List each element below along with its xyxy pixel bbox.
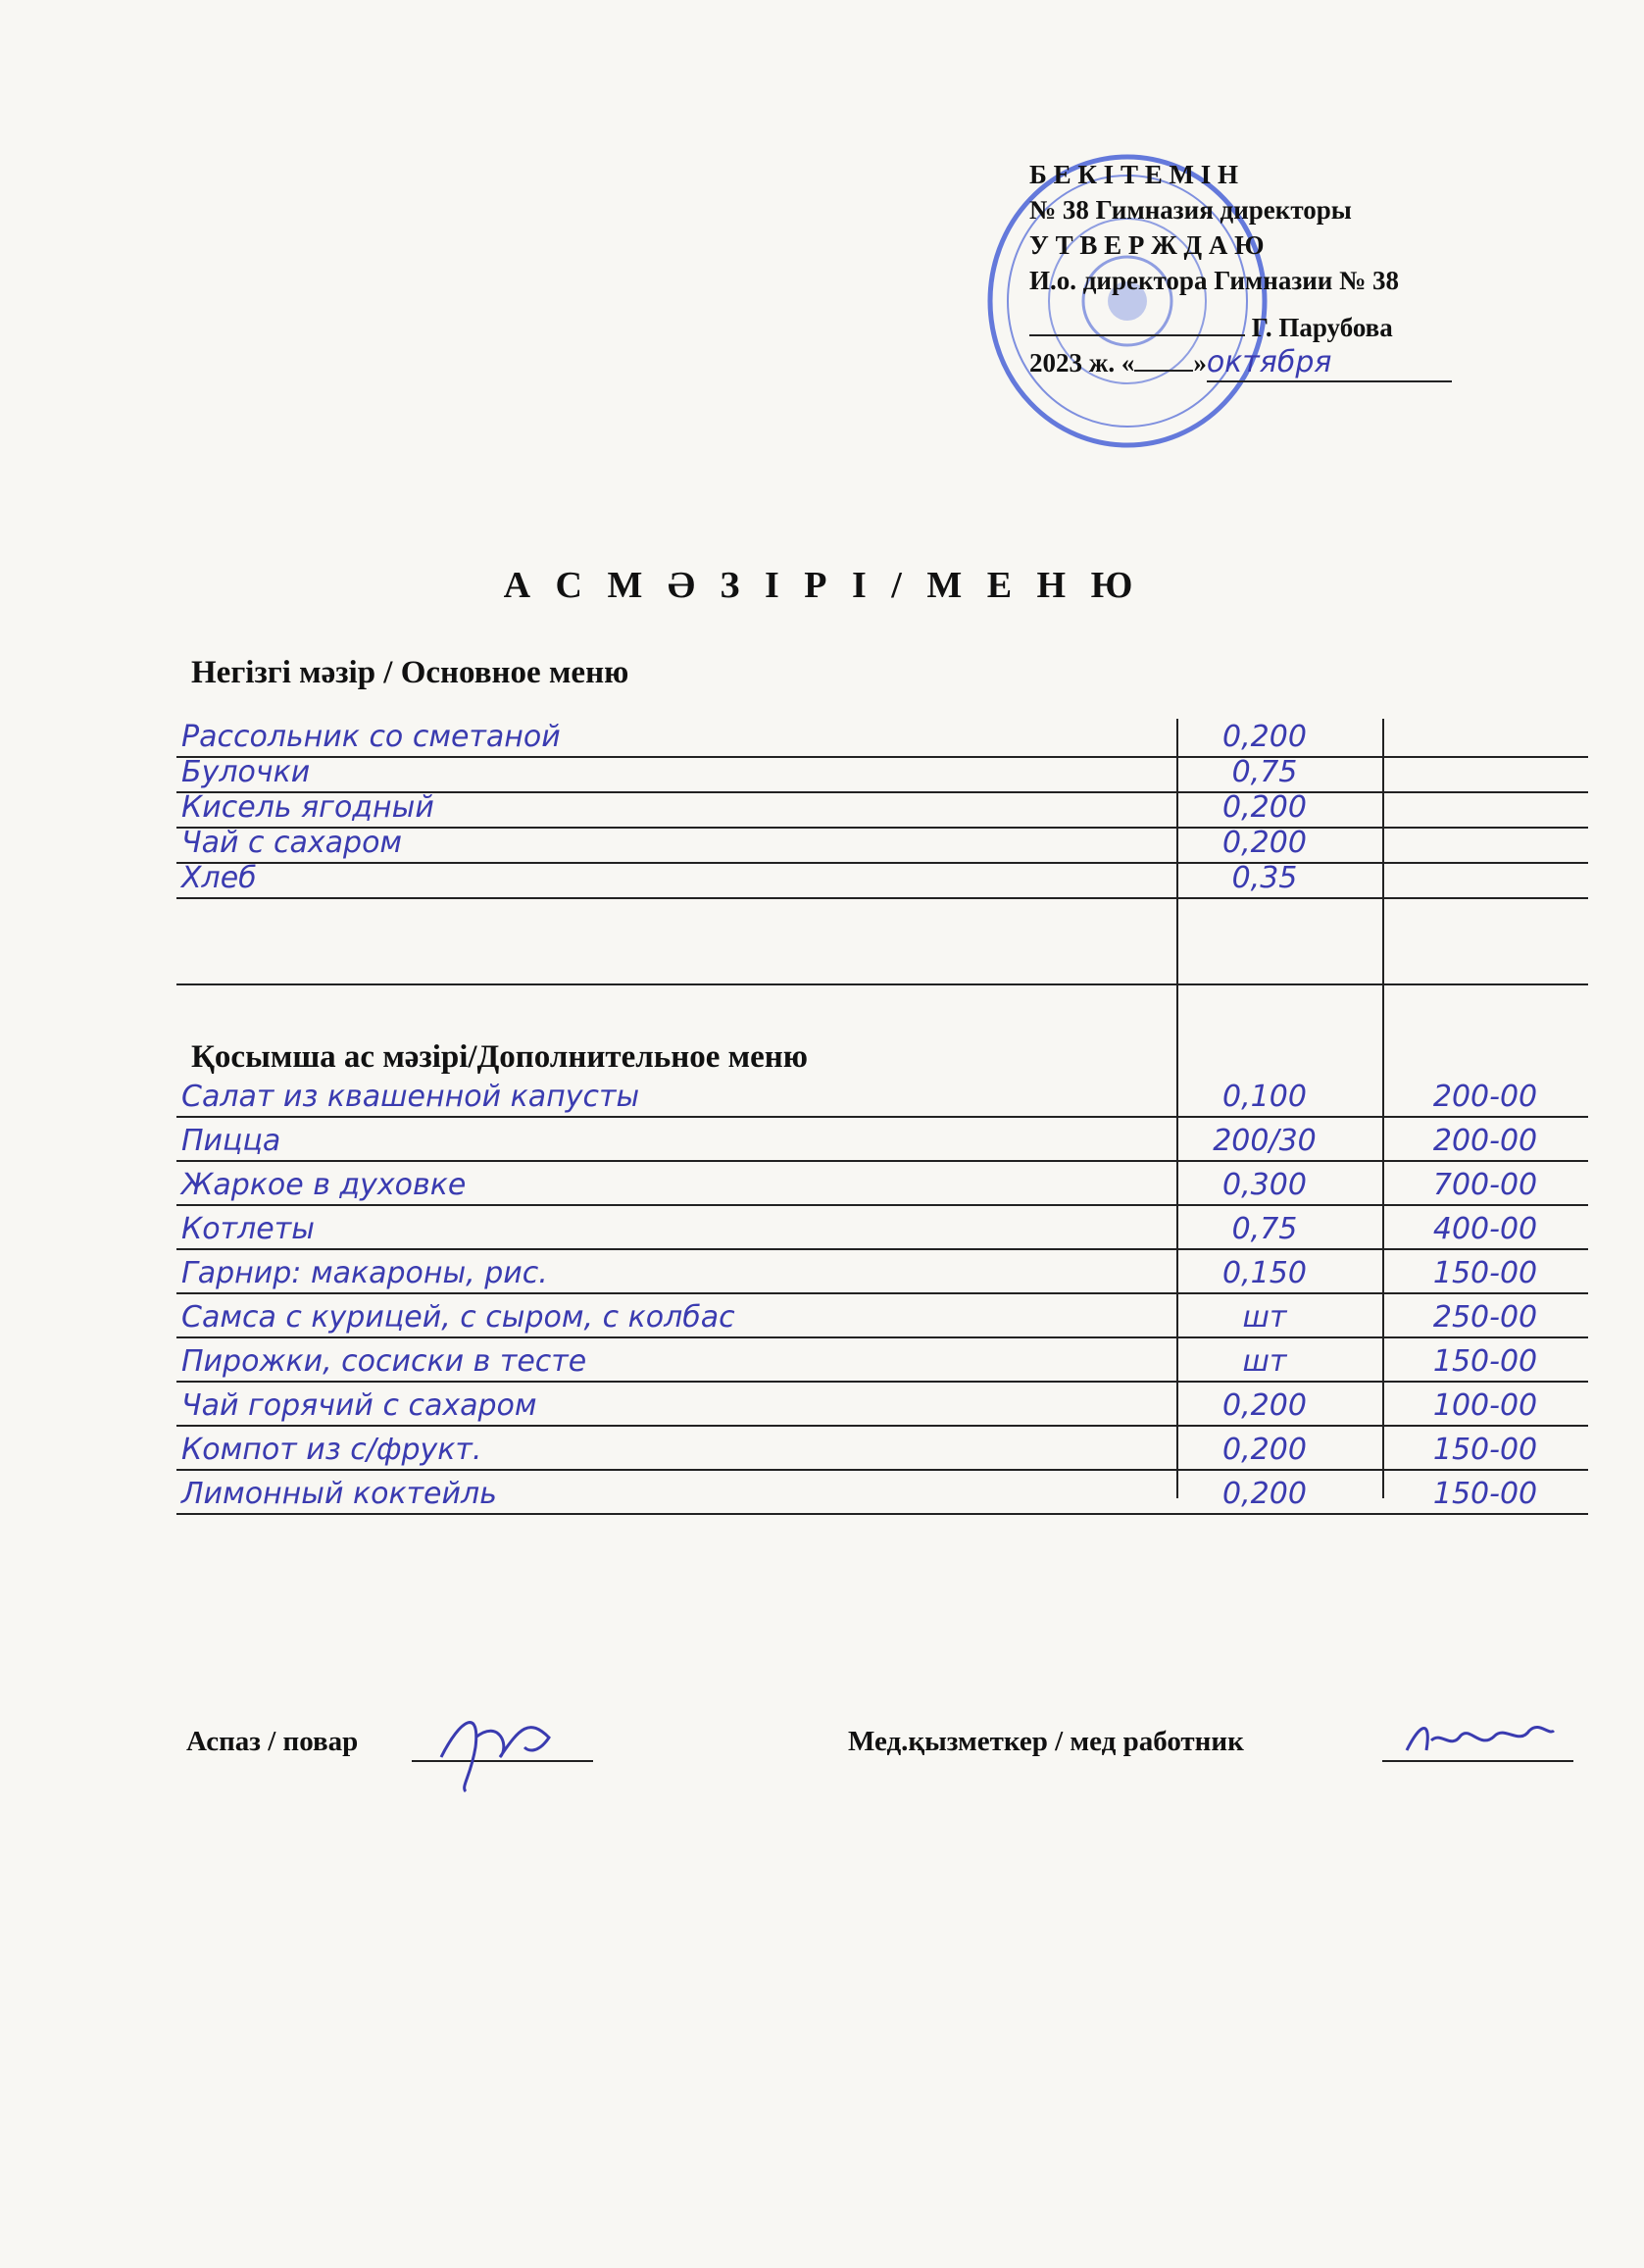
row-underline xyxy=(176,1381,1588,1383)
row-underline xyxy=(176,1469,1588,1471)
item-price: 150-00 xyxy=(1432,1433,1538,1467)
item-name: Рассольник со сметаной xyxy=(181,720,561,754)
approval-date-mid: » xyxy=(1193,348,1207,378)
date-day-blank xyxy=(1134,348,1193,372)
main-menu-heading: Негізгі мәзір / Основное меню xyxy=(191,655,629,690)
cook-signature-scribble xyxy=(431,1698,578,1796)
approval-block xyxy=(1029,157,1608,382)
director-signature-blank xyxy=(1029,311,1245,336)
item-quantity: шт xyxy=(1242,1300,1287,1335)
cook-signature xyxy=(431,1698,578,1806)
approval-line-2: № 38 Гимназия директоры xyxy=(1029,195,1352,225)
item-quantity: 0,200 xyxy=(1222,1477,1307,1511)
item-price: 400-00 xyxy=(1432,1212,1538,1246)
approval-date-month: октября xyxy=(1207,345,1452,382)
item-quantity: шт xyxy=(1242,1344,1287,1379)
extra-menu-heading: Қосымша ас мәзірі/Дополнительное меню xyxy=(191,1039,808,1075)
row-underline xyxy=(176,1116,1588,1118)
table-row xyxy=(176,1476,1588,1515)
item-quantity: 0,150 xyxy=(1222,1256,1307,1290)
item-quantity: 0,35 xyxy=(1231,861,1298,895)
item-quantity: 0,200 xyxy=(1222,720,1307,754)
table-row xyxy=(176,1167,1588,1206)
item-quantity: 0,100 xyxy=(1222,1080,1307,1114)
item-price: 700-00 xyxy=(1432,1168,1538,1202)
row-underline xyxy=(176,1248,1588,1250)
item-name: Кисель ягодный xyxy=(181,790,434,825)
item-name: Пицца xyxy=(181,1124,281,1158)
item-name: Пирожки, сосиски в тесте xyxy=(181,1344,587,1379)
approval-signer: Г. Парубова xyxy=(1251,313,1393,342)
row-underline xyxy=(176,897,1588,899)
approval-line-1: Б Е К І Т Е М І Н xyxy=(1029,160,1238,189)
row-underline xyxy=(176,1336,1588,1338)
approval-line-4: И.о. директора Гимназии № 38 xyxy=(1029,266,1399,295)
item-name: Чай с сахаром xyxy=(181,826,403,860)
item-quantity: 0,200 xyxy=(1222,790,1307,825)
item-quantity: 200/30 xyxy=(1213,1124,1317,1158)
item-name: Жаркое в духовке xyxy=(181,1168,467,1202)
item-price: 150-00 xyxy=(1432,1344,1538,1379)
item-name: Котлеты xyxy=(181,1212,315,1246)
item-quantity: 0,300 xyxy=(1222,1168,1307,1202)
table-row xyxy=(176,1255,1588,1294)
table-row xyxy=(176,825,1588,864)
row-underline xyxy=(176,1204,1588,1206)
item-price: 200-00 xyxy=(1432,1124,1538,1158)
row-underline xyxy=(176,1292,1588,1294)
medic-label: Мед.қызметкер / мед работник xyxy=(848,1726,1244,1757)
medic-signature-scribble xyxy=(1402,1711,1559,1760)
item-name: Салат из квашенной капусты xyxy=(181,1080,640,1114)
item-name: Самса с курицей, с сыром, с колбас xyxy=(181,1300,735,1335)
item-name: Чай горячий с сахаром xyxy=(181,1388,537,1423)
row-underline xyxy=(176,1513,1588,1515)
item-name: Лимонный коктейль xyxy=(181,1477,497,1511)
item-quantity: 0,200 xyxy=(1222,1388,1307,1423)
item-quantity: 0,200 xyxy=(1222,826,1307,860)
table-row xyxy=(176,1211,1588,1250)
approval-signer-line xyxy=(1029,310,1608,345)
approval-date-line xyxy=(1029,345,1608,382)
item-price: 250-00 xyxy=(1432,1300,1538,1335)
item-quantity: 0,75 xyxy=(1231,1212,1298,1246)
item-quantity: 0,200 xyxy=(1222,1433,1307,1467)
item-name: Компот из с/фрукт. xyxy=(181,1433,482,1467)
item-name: Булочки xyxy=(181,755,311,789)
item-name: Хлеб xyxy=(181,861,257,895)
item-price: 200-00 xyxy=(1432,1080,1538,1114)
table-divider-price xyxy=(1382,719,1384,1498)
table-row xyxy=(176,1387,1588,1427)
item-price: 100-00 xyxy=(1432,1388,1538,1423)
table-row xyxy=(176,1432,1588,1471)
table-row xyxy=(176,860,1588,899)
item-quantity: 0,75 xyxy=(1231,755,1298,789)
table-row xyxy=(176,1299,1588,1338)
approval-date-prefix: 2023 ж. « xyxy=(1029,348,1135,378)
table-row xyxy=(176,789,1588,829)
row-underline xyxy=(176,1160,1588,1162)
cook-label: Аспаз / повар xyxy=(186,1726,359,1757)
table-row xyxy=(176,754,1588,793)
main-menu-end-line xyxy=(176,983,1588,985)
table-divider-qty xyxy=(1176,719,1178,1498)
table-row xyxy=(176,1123,1588,1162)
item-price: 150-00 xyxy=(1432,1256,1538,1290)
page-title: А С М Ә З І Р І / М Е Н Ю xyxy=(503,565,1141,606)
approval-line-3: У Т В Е Р Ж Д А Ю xyxy=(1029,230,1265,260)
table-row xyxy=(176,1343,1588,1383)
item-name: Гарнир: макароны, рис. xyxy=(181,1256,548,1290)
table-row xyxy=(176,1079,1588,1118)
item-price: 150-00 xyxy=(1432,1477,1538,1511)
row-underline xyxy=(176,1425,1588,1427)
table-row xyxy=(176,719,1588,758)
medic-signature xyxy=(1402,1711,1559,1770)
